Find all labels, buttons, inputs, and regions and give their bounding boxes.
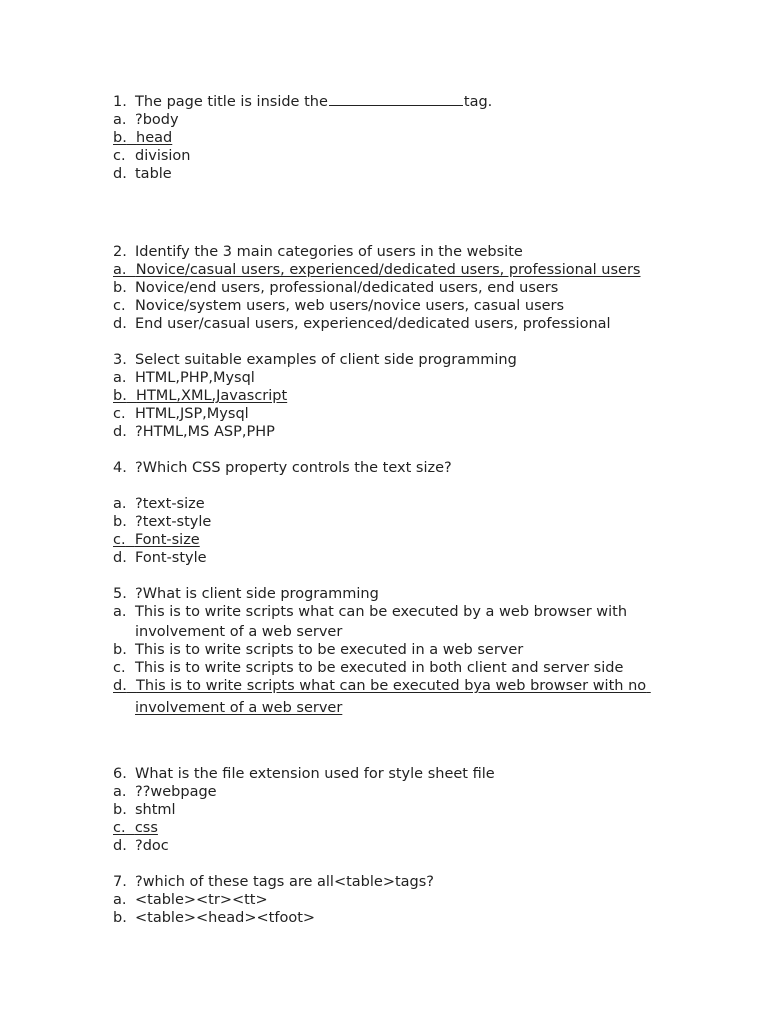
option-text: This is to write scripts what can be executed bya web browser with no: [136, 678, 647, 694]
question-number: 4.: [113, 460, 127, 476]
option-letter: b.: [113, 280, 127, 296]
option-row: [113, 423, 713, 441]
option-letter: c.: [113, 298, 126, 314]
option-text: This is to write scripts to be executed in both client and server side: [135, 660, 624, 676]
option-text: This is to write scripts to be executed in a web server: [135, 642, 524, 658]
option-row-continuation: [113, 699, 713, 717]
question-number: 3.: [113, 352, 127, 368]
option-text: This is to write scripts what can be executed by a web browser with: [135, 604, 628, 620]
option-text: <table><head><tfoot>: [135, 910, 316, 926]
option-letter: c.: [113, 406, 126, 422]
option-letter: d.: [113, 550, 127, 566]
question-text: Identify the 3 main categories of users in the website: [135, 244, 523, 260]
question-stem: [113, 585, 713, 603]
option-text: ??webpage: [135, 784, 217, 800]
question-number: 1.: [113, 94, 127, 110]
option-row: [113, 405, 713, 423]
option-text: Novice/system users, web users/novice users, casual users: [135, 298, 565, 314]
option-row: [113, 279, 713, 297]
option-text: division: [135, 148, 191, 164]
option-row-answer: [113, 677, 713, 695]
option-text: shtml: [135, 802, 176, 818]
option-row: [113, 369, 713, 387]
option-text: HTML,JSP,Mysql: [135, 406, 249, 422]
option-text: ?doc: [135, 838, 169, 854]
option-row: [113, 297, 713, 315]
option-text: table: [135, 166, 172, 182]
option-text: head: [136, 130, 173, 146]
option-text: Font-style: [135, 550, 207, 566]
option-text: End user/casual users, experienced/dedicated users, professional: [135, 316, 611, 332]
option-letter: b.: [113, 130, 127, 146]
option-letter: b.: [113, 642, 127, 658]
option-row: [113, 165, 713, 183]
option-row-answer: [113, 819, 713, 837]
question-stem: [113, 93, 713, 111]
question-number: 5.: [113, 586, 127, 602]
question-text: ?What is client side programming: [135, 586, 379, 602]
question-text: What is the file extension used for style sheet file: [135, 766, 495, 782]
option-letter: a.: [113, 112, 127, 128]
option-text: HTML,PHP,Mysql: [135, 370, 255, 386]
option-letter: b.: [113, 388, 127, 404]
option-row-continuation: [113, 623, 713, 641]
question-number: 6.: [113, 766, 127, 782]
option-letter: d.: [113, 166, 127, 182]
option-row: [113, 549, 713, 567]
option-letter: d.: [113, 838, 127, 854]
option-letter: a.: [113, 496, 127, 512]
question-stem: [113, 873, 713, 891]
option-row-answer: [113, 129, 713, 147]
question-stem: [113, 243, 713, 261]
option-text: ?text-size: [135, 496, 205, 512]
option-row-answer: [113, 261, 713, 279]
option-letter: c.: [113, 820, 126, 836]
question-stem: [113, 459, 713, 477]
question-text: Select suitable examples of client side programming: [135, 352, 517, 368]
option-text: <table><tr><tt>: [135, 892, 268, 908]
option-letter: a.: [113, 370, 127, 386]
option-row: [113, 111, 713, 129]
option-row: [113, 495, 713, 513]
option-text-continuation: involvement of a web server: [135, 700, 343, 716]
option-row: [113, 801, 713, 819]
fill-in-blank: [329, 93, 463, 106]
option-row: [113, 909, 713, 927]
option-letter: d.: [113, 678, 127, 694]
option-row: [113, 147, 713, 165]
option-row: [113, 603, 713, 621]
option-letter: b.: [113, 802, 127, 818]
option-letter: d.: [113, 316, 127, 332]
option-letter: c.: [113, 532, 126, 548]
option-row-answer: [113, 531, 713, 549]
option-letter: c.: [113, 660, 126, 676]
option-text: Novice/end users, professional/dedicated users, end users: [135, 280, 559, 296]
option-text: HTML,XML,Javascript: [136, 388, 288, 404]
option-letter: a.: [113, 262, 127, 278]
option-text: ?HTML,MS ASP,PHP: [135, 424, 275, 440]
option-letter: d.: [113, 424, 127, 440]
option-text: css: [134, 820, 158, 836]
option-text-continuation: involvement of a web server: [135, 624, 343, 640]
question-text: ?which of these tags are all<table>tags?: [135, 874, 434, 890]
option-letter: a.: [113, 784, 127, 800]
option-row: [113, 315, 713, 333]
question-text: The page title is inside the: [135, 94, 328, 110]
option-row: [113, 513, 713, 531]
question-text-end: tag.: [463, 94, 493, 110]
option-row: [113, 891, 713, 909]
quiz-document: [113, 93, 713, 927]
option-text: Font-size: [134, 532, 200, 548]
option-letter: c.: [113, 148, 126, 164]
option-text: ?body: [135, 112, 179, 128]
question-number: 2.: [113, 244, 127, 260]
question-text: ?Which CSS property controls the text size?: [135, 460, 452, 476]
option-row: [113, 783, 713, 801]
question-stem: [113, 351, 713, 369]
option-row: [113, 641, 713, 659]
option-letter: b.: [113, 514, 127, 530]
option-row: [113, 659, 713, 677]
option-text: Novice/casual users, experienced/dedicated users, professional users: [135, 262, 641, 278]
option-text: ?text-style: [135, 514, 212, 530]
question-stem: [113, 765, 713, 783]
option-row-answer: [113, 387, 713, 405]
option-letter: a.: [113, 604, 127, 620]
option-letter: b.: [113, 910, 127, 926]
option-row: [113, 837, 713, 855]
question-number: 7.: [113, 874, 127, 890]
option-letter: a.: [113, 892, 127, 908]
